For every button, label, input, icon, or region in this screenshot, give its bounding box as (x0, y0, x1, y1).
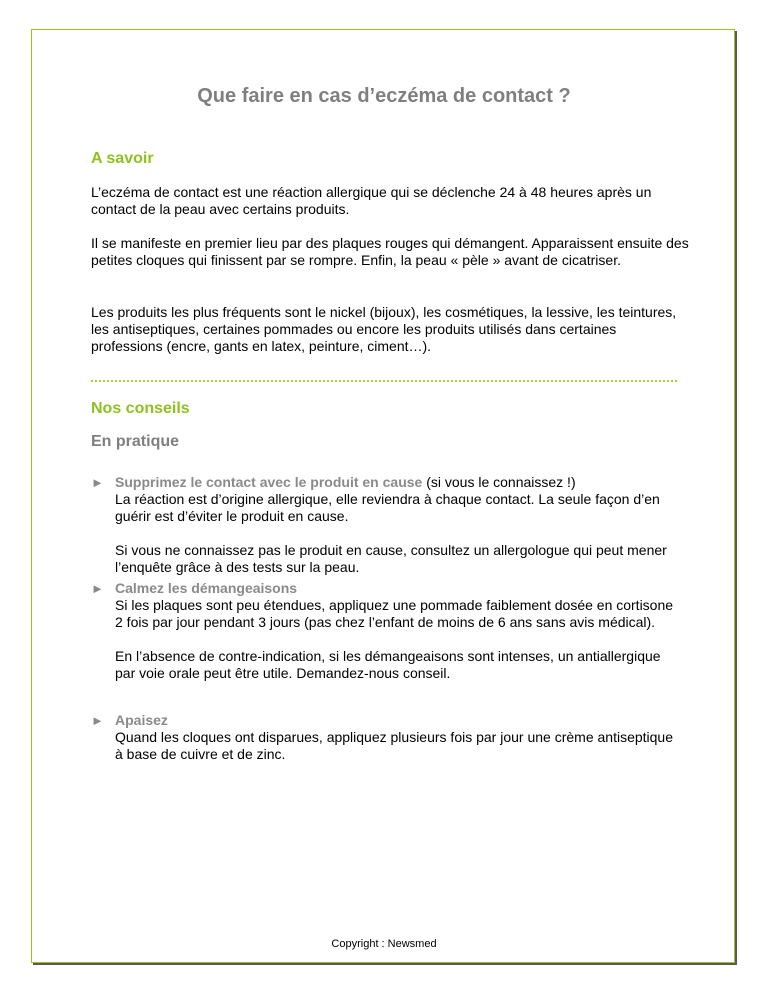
bullet-arrow-icon: ► (91, 581, 104, 596)
section-divider (91, 380, 677, 382)
section-heading-savoir: A savoir (91, 150, 154, 167)
page-title: Que faire en cas d’eczéma de contact ? (197, 85, 571, 107)
paragraph-definition: L’eczéma de contact est une réaction allergique qui se déclenche 24 à 48 heures après un contact de la peau avec certains produits. (91, 184, 652, 217)
tip-text: La réaction est d’origine allergique, elle reviendra à chaque contact. La seule façon d’en guérir est d’éviter le produit en cause. (115, 491, 660, 524)
section-heading-conseils: Nos conseils (91, 400, 190, 417)
copyright-footer: Copyright : Newsmed (331, 938, 437, 950)
tip-title: Supprimez le contact avec le produit en cause (115, 474, 423, 490)
paragraph-products: Les produits les plus fréquents sont le nickel (bijoux), les cosmétiques, la lessive, les teintures, les antiseptiques, certaines pommades ou encore les produits utilisés dans certaines professions (encre, gants en latex, peinture, ciment…). (91, 304, 677, 354)
bullet-arrow-icon: ► (91, 713, 104, 728)
tip-text: Quand les cloques ont disparues, appliquez plusieurs fois par jour une crème antiseptique à base de cuivre et de zinc. (115, 729, 674, 762)
bullet-arrow-icon: ► (91, 475, 104, 490)
tip-title-suffix: (si vous le connaissez !) (422, 474, 576, 490)
tip-title: Apaisez (115, 712, 168, 728)
tip-text: Si les plaques sont peu étendues, appliquez une pommade faiblement dosée en cortisone 2 fois par jour pendant 3 jours (pas chez l’enfant de moins de 6 ans sans avis médical). (115, 597, 674, 630)
tip-title: Calmez les démangeaisons (115, 580, 298, 596)
subheading-en-pratique: En pratique (91, 433, 180, 450)
paragraph-symptoms: Il se manifeste en premier lieu par des plaques rouges qui démangent. Apparaissent ensuite des petites cloques qui finissent par se rompre. Enfin, la peau « pèle » avant de cicatriser. (91, 235, 689, 268)
tip-text: En l’absence de contre-indication, si les démangeaisons sont intenses, un antiallergique par voie orale peut être utile. Demandez-nous conseil. (115, 648, 661, 681)
tip-text: Si vous ne connaissez pas le produit en cause, consultez un allergologue qui peut mener l’enquête grâce à des tests sur la peau. (115, 542, 667, 575)
